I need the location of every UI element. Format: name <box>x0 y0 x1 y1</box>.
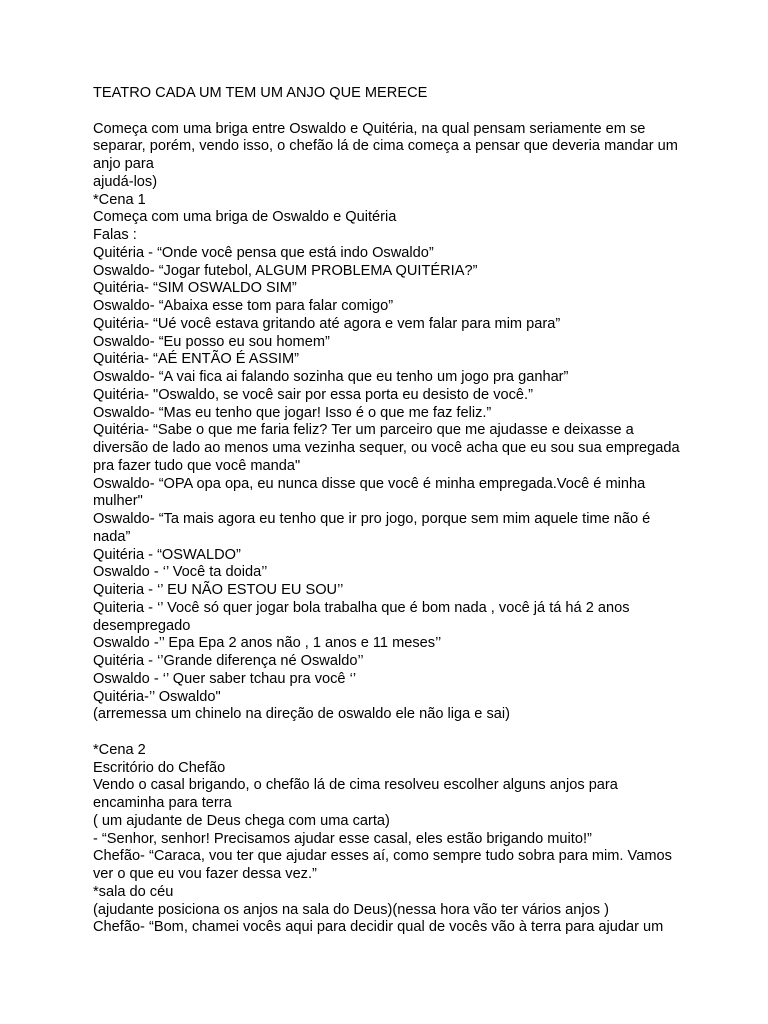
text-line: Quitéria - ‘’Grande diferença né Oswaldo’’ <box>93 653 364 669</box>
text-line: Vendo o casal brigando, o chefão lá de cima resolveu escolher alguns anjos para <box>93 777 618 794</box>
text-line: Oswaldo- “Ta mais agora eu tenho que ir pro jogo, porque sem mim aquele time não é <box>93 511 651 527</box>
text-line: Chefão- “Bom, chamei vocês aqui para decidir qual de vocês vão à terra para ajudar um <box>93 919 664 936</box>
text-line: Quitéria- “Ué você estava gritando até agora e vem falar para mim para” <box>93 315 561 332</box>
text-line: Oswaldo - ‘’ Você ta doida’’ <box>93 564 268 581</box>
blank-line <box>93 103 673 121</box>
blank-line <box>93 724 673 742</box>
text-line: ajudá-los) <box>93 173 158 190</box>
text-line: diversão de lado ao menos uma vezinha sequer, ou você acha que eu sou sua empregada <box>93 440 680 456</box>
text-line: Quitéria- “SIM OSWALDO SIM” <box>93 280 297 297</box>
text-line: - “Senhor, senhor! Precisamos ajudar esse casal, eles estão brigando muito!” <box>93 830 592 847</box>
text-line: (arremessa um chinelo na direção de oswaldo ele não liga e sai) <box>93 706 510 723</box>
text-line: pra fazer tudo que você manda" <box>93 457 301 474</box>
text-line: Oswaldo- “Eu posso eu sou homem” <box>93 333 330 350</box>
text-line: Quitéria- “AÉ ENTÃO É ASSIM” <box>93 351 299 368</box>
text-line: Quiteria - ‘’ Você só quer jogar bola trabalha que é bom nada , você já tá há 2 anos <box>93 599 630 616</box>
text-line: *sala do céu <box>93 883 174 900</box>
text-line: (ajudante posiciona os anjos na sala do Deus)(nessa hora vão ter vários anjos ) <box>93 901 609 918</box>
text-line: Quitéria - “Onde você pensa que está indo Oswaldo” <box>93 244 434 261</box>
text-line: Oswaldo - ‘’ Quer saber tchau pra você ‘’ <box>93 670 357 687</box>
text-line: Quitéria- “Sabe o que me faria feliz? Ter um parceiro que me ajudasse e deixasse a <box>93 422 634 439</box>
text-line: Oswaldo -’’ Epa Epa 2 anos não , 1 anos e 11 meses’’ <box>93 635 442 652</box>
text-line: Começa com uma briga entre Oswaldo e Quitéria, na qual pensam seriamente em se <box>93 120 646 137</box>
text-line: Oswaldo- “Mas eu tenho que jogar! Isso é o que me faz feliz.” <box>93 404 492 421</box>
text-line: Oswaldo- “A vai fica ai falando sozinha que eu tenho um jogo pra ganhar” <box>93 369 569 385</box>
text-line: *Cena 1 <box>93 191 146 208</box>
text-line: ( um ajudante de Deus chega com uma carta) <box>93 812 390 829</box>
text-line: Oswaldo- “Abaixa esse tom para falar comigo” <box>93 298 394 314</box>
text-line: encaminha para terra <box>93 795 232 811</box>
text-line: Quitéria-’’ Oswaldo" <box>93 688 221 705</box>
text-line: *Cena 2 <box>93 741 146 758</box>
text-line: Oswaldo- “Jogar futebol, ALGUM PROBLEMA QUITÉRIA?” <box>93 262 478 279</box>
text-line: Chefão- “Caraca, vou ter que ajudar esses aí, como sempre tudo sobra para mim. Vamos <box>93 848 672 865</box>
text-line: Quitéria- "Oswaldo, se você sair por essa porta eu desisto de você.” <box>93 386 533 403</box>
text-line: anjo para <box>93 156 154 172</box>
text-line: Oswaldo- “OPA opa opa, eu nunca disse que você é minha empregada.Você é minha <box>93 475 646 492</box>
text-line: desempregado <box>93 617 191 634</box>
text-line: nada” <box>93 528 131 545</box>
text-line: Começa com uma briga de Oswaldo e Quitéria <box>93 209 397 226</box>
text-line: Quitéria - “OSWALDO” <box>93 546 241 563</box>
text-line: separar, porém, vendo isso, o chefão lá de cima começa a pensar que deveria mandar um <box>93 138 678 155</box>
text-line: mulher" <box>93 493 143 510</box>
document-text <box>93 85 680 937</box>
document-title: TEATRO CADA UM TEM UM ANJO QUE MERECE <box>93 85 428 101</box>
text-line: Escritório do Chefão <box>93 759 226 776</box>
text-line: Falas : <box>93 227 137 243</box>
text-line: Quiteria - ‘’ EU NÃO ESTOU EU SOU’’ <box>93 582 344 598</box>
text-line: ver o que eu vou fazer dessa vez.” <box>93 866 317 882</box>
